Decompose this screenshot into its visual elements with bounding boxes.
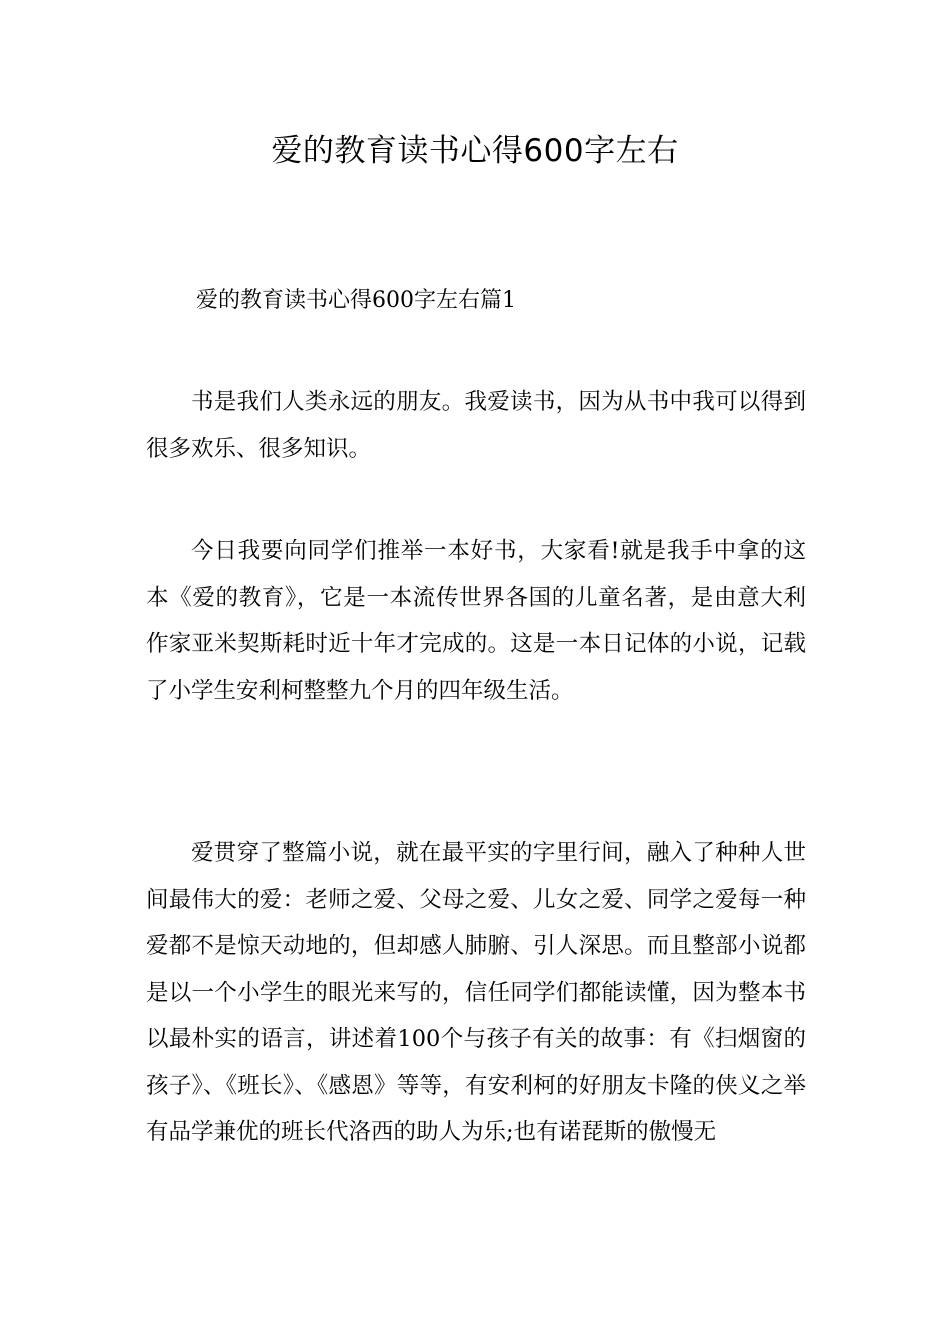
paragraph-2: 今日我要向同学们推举一本好书，大家看!就是我手中拿的这本《爱的教育》，它是一本流传世界各国的儿童名著，是由意大利作家亚米契斯耗时近十年才完成的。这是一本日记体的小说，记载了小学生安利柯整整九个月的四年级生活。 xyxy=(146,538,806,704)
section-heading: 爱的教育读书心得600字左右篇1 xyxy=(196,288,516,313)
paragraph-3: 爱贯穿了整篇小说，就在最平实的字里行间，融入了种种人世间最伟大的爱：老师之爱、父母之爱、儿女之爱、同学之爱每一种爱都不是惊天动地的，但却感人肺腑、引人深思。而且整部小说都是以一个小学生的眼光来写的，信任同学们都能读懂，因为整本书以最朴实的语言，讲述着100个与孩子有关的故事：有《扫烟窗的孩子》、《班长》、《感恩》等等，有安利柯的好朋友卡隆的侠义之举有品学兼优的班长代洛西的助人为乐;也有诺琵斯的傲慢无 xyxy=(146,840,806,1145)
document-title: 爱的教育读书心得600字左右 xyxy=(271,133,679,169)
paragraph-1: 书是我们人类永远的朋友。我爱读书，因为从书中我可以得到很多欢乐、很多知识。 xyxy=(146,389,806,462)
